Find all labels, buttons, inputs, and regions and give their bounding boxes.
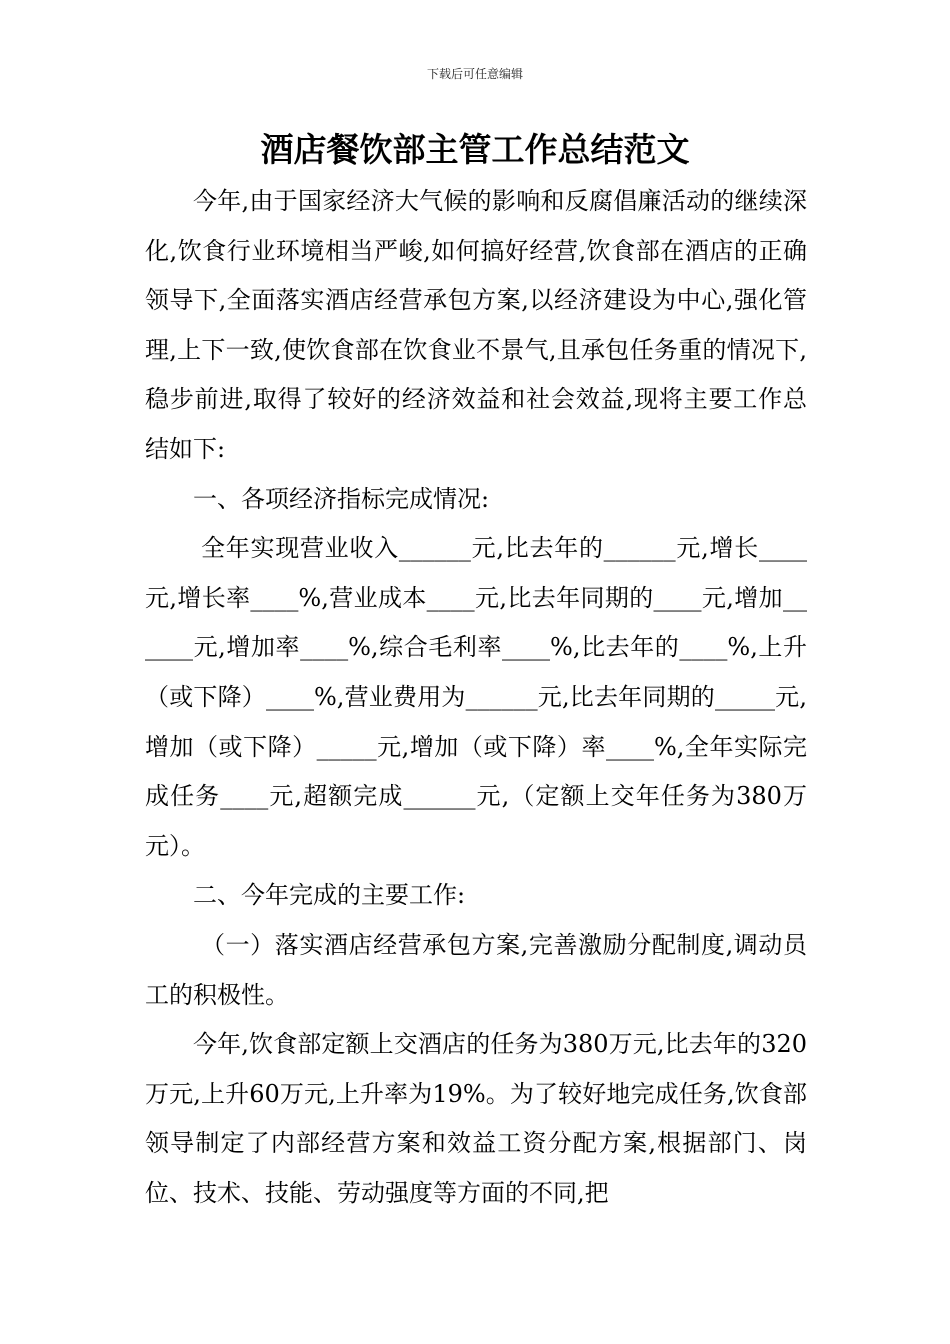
- header-note: 下载后可任意编辑: [426, 67, 523, 81]
- intro-paragraph: 今年,由于国家经济大气候的影响和反腐倡廉活动的继续深化,饮食行业环境相当严峻,如何搞好经营,饮食部在酒店的正确领导下,全面落实酒店经营承包方案,以经济建设为中心,强化管理,上下一致,使饮食部在饮食业不景气,且承包任务重的情况下,稳步前进,取得了较好的经济效益和社会效益,现将主要工作总结如下:: [145, 187, 807, 463]
- document-body: [145, 177, 807, 1218]
- section-2-subheading-1: （一）落实酒店经营承包方案,完善激励分配制度,调动员工的积极性。: [145, 930, 807, 1009]
- section-2-heading: 二、今年完成的主要工作:: [193, 881, 466, 910]
- document-title: 酒店餐饮部主管工作总结范文: [260, 130, 690, 169]
- section-2-paragraph-1: 今年,饮食部定额上交酒店的任务为380万元,比去年的320万元,上升60万元,上升率为19%。为了较好地完成任务,饮食部领导制定了内部经营方案和效益工资分配方案,根据部门、岗位、技术、技能、劳动强度等方面的不同,把: [145, 1030, 807, 1207]
- section-1-paragraph: 全年实现营业收入______元,比去年的______元,增长____元,增长率____%,营业成本____元,比去年同期的____元,增加______元,增加率____%,综合毛利率____%,比去年的____%,上升（或下降）____%,营业费用为______元,比去年同期的_____元,增加（或下降）_____元,增加（或下降）率____%,全年实际完成任务____元,超额完成______元,（定额上交年任务为380万元）。: [145, 534, 807, 860]
- section-1-heading: 一、各项经济指标完成情况:: [193, 484, 490, 513]
